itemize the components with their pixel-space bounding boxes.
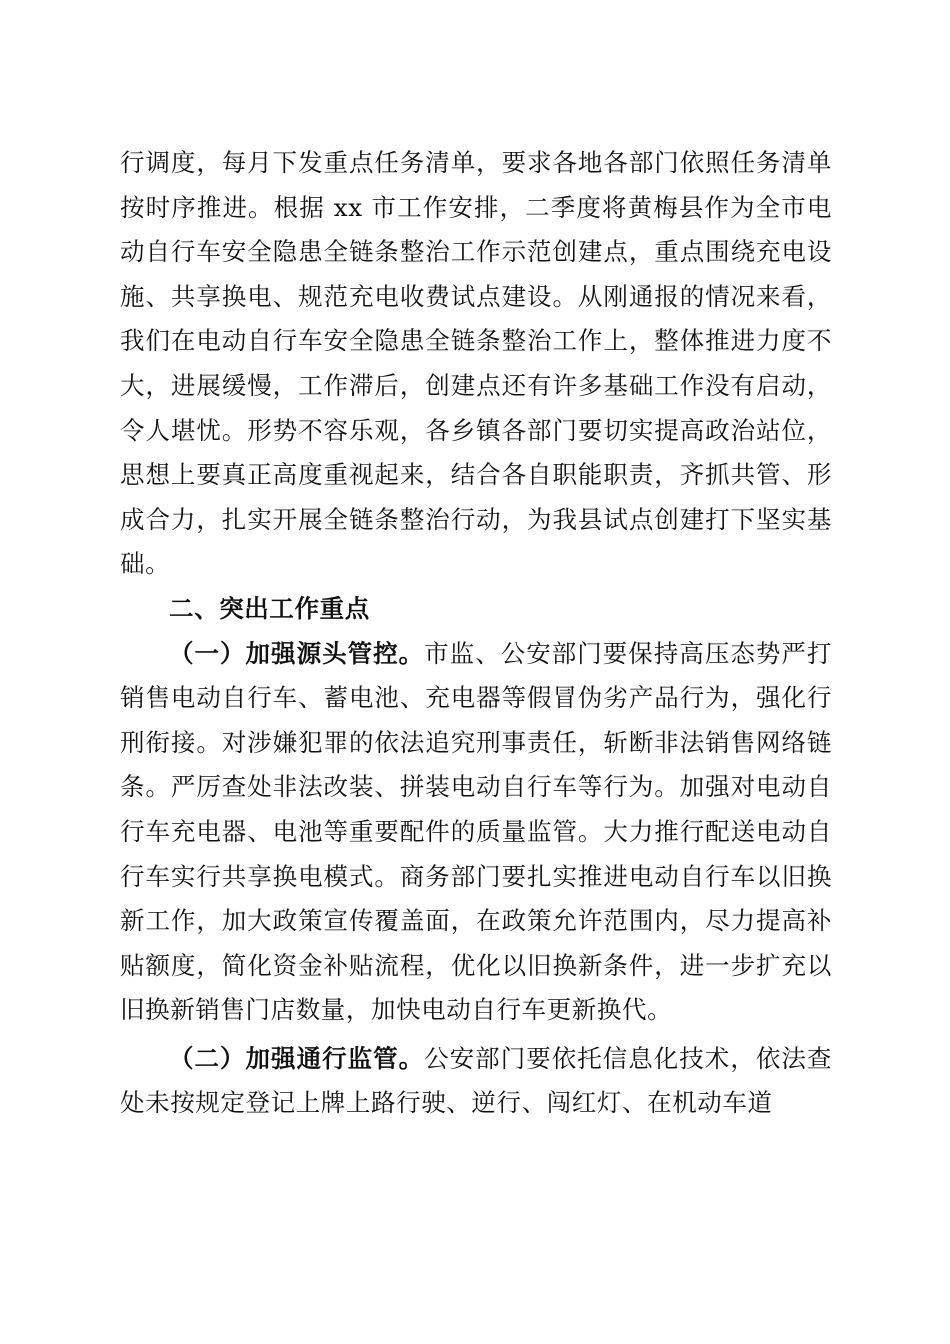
paragraph-continuation: 行调度，每月下发重点任务清单，要求各地各部门依照任务清单按时序推进。根据 xx 市工作安排，二季度将黄梅县作为全市电动自行车安全隐患全链条整治工作示范创建点，重点围绕充电设施、共享换电、规范充电收费试点建设。从刚通报的情况来看，我们在电动自行车安全隐患全链条整治工作上，整体推进力度不大，进展缓慢，工作滞后，创建点还有许多基础工作没有启动，令人堪忧。形势不容乐观，各乡镇各部门要切实提高政治站位，思想上要真正高度重视起来，结合各自职能职责，齐抓共管、形成合力，扎实开展全链条整治行动，为我县试点创建打下坚实基础。: [120, 148, 832, 579]
paragraph-traffic-supervision: [120, 1037, 832, 1126]
subsection-title-2: （二）加强通行监管。: [169, 1043, 425, 1073]
paragraph-source-control: [120, 632, 832, 1033]
document-body: [120, 141, 832, 1126]
subsection-body-2: 公安部门要依托信息化技术，依法查处未按规定登记上牌上路行驶、逆行、闯红灯、在机动车道: [120, 1043, 832, 1118]
section-heading-2: 二、突出工作重点: [169, 593, 370, 623]
subsection-title-1: （一）加强源头管控。: [169, 638, 425, 668]
subsection-body-1: 市监、公安部门要保持高压态势严打销售电动自行车、蓄电池、充电器等假冒伪劣产品行为，强化行刑衔接。对涉嫌犯罪的依法追究刑事责任，斩断非法销售网络链条。严厉查处非法改装、拼装电动自行车等行为。加强对电动自行车充电器、电池等重要配件的质量监管。大力推行配送电动自行车实行共享换电模式。商务部门要扎实推进电动自行车以旧换新工作，加大政策宣传覆盖面，在政策允许范围内，尽力提高补贴额度，简化资金补贴流程，优化以旧换新条件，进一步扩充以旧换新销售门店数量，加快电动自行车更新换代。: [120, 638, 832, 1025]
